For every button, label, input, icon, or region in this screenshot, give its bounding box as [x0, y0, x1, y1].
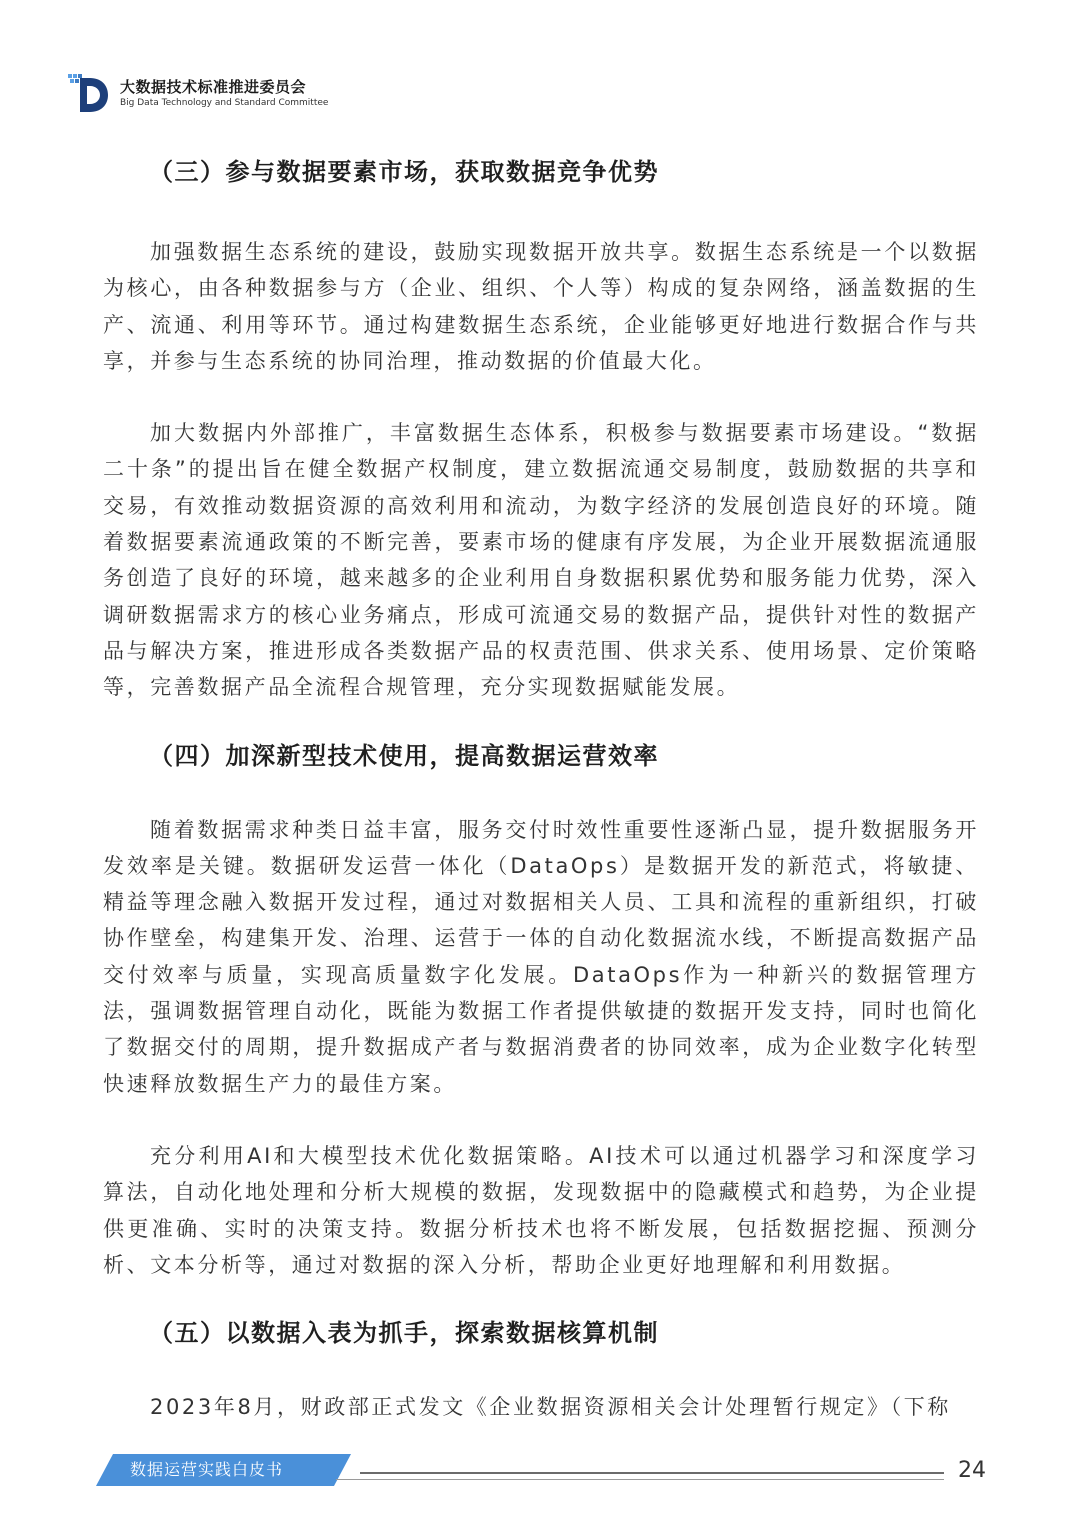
document-body	[103, 150, 979, 1425]
page-header	[66, 70, 328, 116]
header-text	[120, 77, 328, 109]
page-footer	[0, 1450, 1080, 1490]
section-heading-4: （四）加深新型技术使用，提高数据运营效率	[149, 741, 659, 770]
page-number: 24	[958, 1458, 986, 1483]
section-heading-3: （三）参与数据要素市场，获取数据竞争优势	[149, 158, 659, 186]
paragraph: 2023年8月，财政部正式发文《企业数据资源相关会计处理暂行规定》（下称	[150, 1395, 951, 1420]
paragraph: 加大数据内外部推广，丰富数据生态体系，积极参与数据要素市场建设。“数据二十条”的提出旨在健全数据产权制度，建立数据流通交易制度，鼓励数据的共享和交易，有效推动数据资源的高效利用和流动，为数字经济的发展创造良好的环境。随着数据要素流通政策的不断完善，要素市场的健康有序发展，为企业开展数据流通服务创造了良好的环境，越来越多的企业利用自身数据积累优势和服务能力优势，深入调研数据需求方的核心业务痛点，形成可流通交易的数据产品，提供针对性的数据产品与解决方案，推进形成各类数据产品的权责范围、供求关系、使用场景、定价策略等，完善数据产品全流程合规管理，充分实现数据赋能发展。	[103, 421, 979, 700]
paragraph: 充分利用AI和大模型技术优化数据策略。AI技术可以通过机器学习和深度学习算法，自动化地处理和分析大规模的数据，发现数据中的隐藏模式和趋势，为企业提供更准确、实时的决策支持。数据分析技术也将不断发展，包括数据挖掘、预测分析、文本分析等，通过对数据的深入分析，帮助企业更好地理解和利用数据。	[103, 1143, 979, 1277]
footer-divider-thin	[336, 1479, 944, 1480]
org-name: 大数据技术标准推进委员会	[120, 78, 307, 96]
paragraph: 加强数据生态系统的建设，鼓励实现数据开放共享。数据生态系统是一个以数据为核心，由各种数据参与方（企业、组织、个人等）构成的复杂网络，涵盖数据的生产、流通、利用等环节。通过构建数据生态系统，企业能够更好地进行数据合作与共享，并参与生态系统的协同治理，推动数据的价值最大化。	[103, 240, 979, 373]
bigdata-d-logo-icon	[66, 70, 112, 116]
footer-divider	[360, 1472, 944, 1474]
section-heading-5: （五）以数据入表为抓手，探索数据核算机制	[149, 1319, 659, 1348]
footer-title: 数据运营实践白皮书	[130, 1460, 284, 1479]
paragraph: 随着数据需求种类日益丰富，服务交付时效性重要性逐渐凸显，提升数据服务开发效率是关键。数据研发运营一体化（DataOps）是数据开发的新范式，将敏捷、精益等理念融入数据开发过程，通过对数据相关人员、工具和流程的重新组织，打破协作壁垒，构建集开发、治理、运营于一体的自动化数据流水线，不断提高数据产品交付效率与质量，实现高质量数字化发展。DataOps作为一种新兴的数据管理方法，强调数据管理自动化，既能为数据工作者提供敏捷的数据开发支持，同时也简化了数据交付的周期，提升数据成产者与数据消费者的协同效率，成为企业数字化转型快速释放数据生产力的最佳方案。	[103, 817, 979, 1096]
org-name-en: Big Data Technology and Standard Committee	[120, 98, 329, 108]
